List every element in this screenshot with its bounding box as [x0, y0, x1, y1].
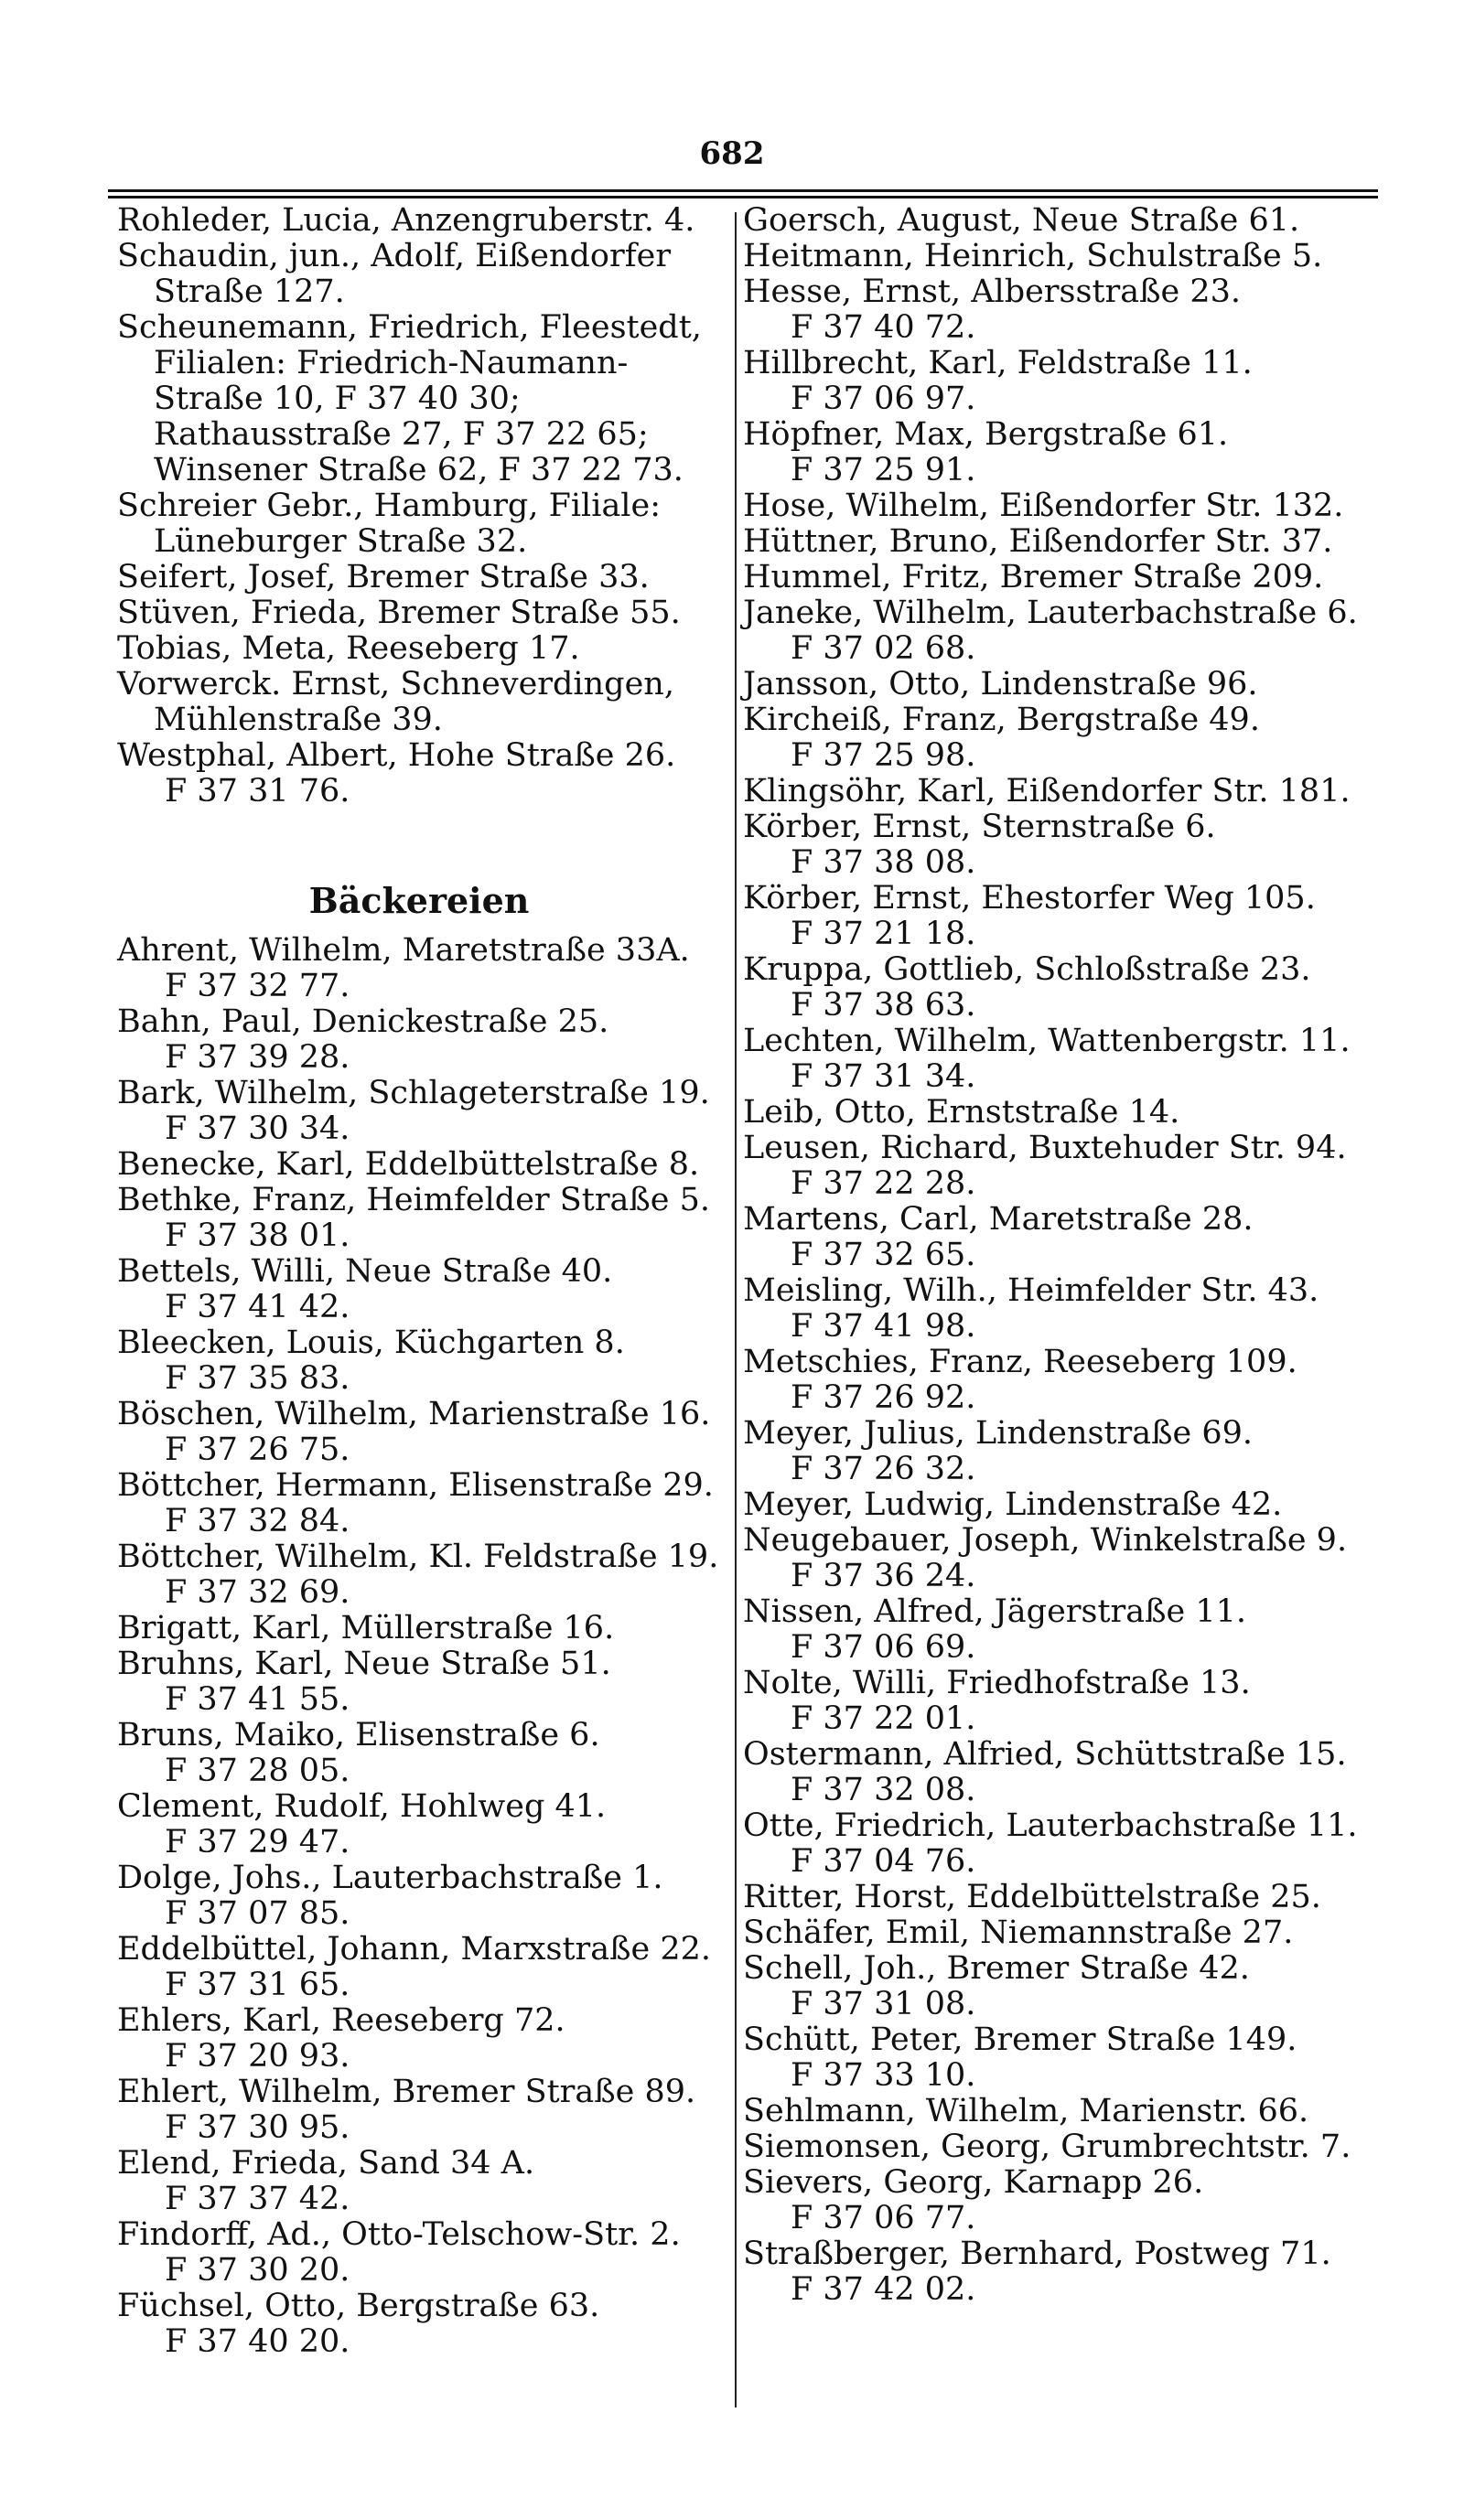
entry-text: Schreier Gebr., Hamburg, Filiale: Lüneburger Straße 32.: [117, 488, 662, 560]
phone-number: F 37 38 08.: [791, 844, 976, 881]
directory-entry: [743, 1951, 1374, 2022]
entry-text: Dolge, Johs., Lauterbachstraße 1.: [117, 1860, 663, 1896]
directory-entry: [117, 488, 721, 560]
entry-text: Bettels, Willi, Neue Straße 40.: [117, 1253, 613, 1290]
entry-text: Straßberger, Bernhard, Postweg 71.: [743, 2236, 1331, 2272]
entry-text: Ostermann, Alfried, Schüttstraße 15.: [743, 1736, 1347, 1773]
entry-text: Schütt, Peter, Bremer Straße 149.: [743, 2021, 1297, 2058]
directory-entry: [743, 2236, 1374, 2308]
entry-text: Bark, Wilhelm, Schlageterstraße 19.: [117, 1075, 710, 1111]
directory-entry: [117, 1539, 721, 1611]
entry-text: Eddelbüttel, Johann, Marxstraße 22.: [117, 1931, 712, 1968]
phone-number: F 37 41 55.: [165, 1681, 350, 1718]
entry-text: Böschen, Wilhelm, Marienstraße 16.: [117, 1396, 711, 1432]
directory-entry: [117, 2075, 721, 2146]
directory-entry: [743, 488, 1374, 524]
directory-entry: [117, 1789, 721, 1861]
directory-entry: [743, 203, 1374, 239]
directory-entry: [743, 1666, 1374, 1737]
directory-entry: [743, 1131, 1374, 1202]
entry-text: Meisling, Wilh., Heimfelder Str. 43.: [743, 1272, 1319, 1309]
entry-text: Janeke, Wilhelm, Lauterbachstraße 6.: [743, 595, 1358, 631]
phone-number: F 37 25 91.: [791, 452, 976, 488]
entry-text: Bruns, Maiko, Elisenstraße 6.: [117, 1717, 600, 1753]
entry-text: Clement, Rudolf, Hohlweg 41.: [117, 1788, 607, 1825]
entry-text: Goersch, August, Neue Straße 61.: [743, 202, 1300, 239]
entry-text: Sehlmann, Wilhelm, Marienstr. 66.: [743, 2093, 1309, 2129]
entry-text: Körber, Ernst, Sternstraße 6.: [743, 809, 1216, 845]
directory-entry: [743, 810, 1374, 881]
phone-number: F 37 33 10.: [791, 2057, 976, 2094]
directory-entry: [743, 1915, 1374, 1951]
entry-text: Meyer, Ludwig, Lindenstraße 42.: [743, 1486, 1283, 1523]
entry-text: Hummel, Fritz, Bremer Straße 209.: [743, 559, 1324, 595]
phone-number: F 37 31 08.: [791, 1986, 976, 2022]
phone-number: F 37 32 65.: [791, 1237, 976, 1273]
directory-entry: [117, 310, 721, 488]
entry-text: Leib, Otto, Ernststraße 14.: [743, 1094, 1180, 1131]
directory-entry: [117, 1932, 721, 2003]
entry-text: Neugebauer, Joseph, Winkelstraße 9.: [743, 1522, 1348, 1559]
directory-entry: [117, 1254, 721, 1325]
directory-entries-top: [117, 203, 721, 810]
entry-text: Ehlers, Karl, Reeseberg 72.: [117, 2002, 565, 2039]
entry-text: Elend, Frieda, Sand 34 A.: [117, 2145, 535, 2182]
directory-entry: [117, 1004, 721, 1076]
directory-entry: [117, 1147, 721, 1183]
entry-text: Füchsel, Otto, Bergstraße 63.: [117, 2288, 600, 2324]
phone-number: F 37 22 01.: [791, 1700, 976, 1737]
directory-entry: [117, 1183, 721, 1254]
bakery-entries-continued: [743, 203, 1374, 2308]
directory-entry: [117, 1397, 721, 1468]
phone-number: F 37 41 98.: [791, 1308, 976, 1345]
phone-number: F 37 30 95.: [165, 2109, 350, 2146]
header-rule-top: [108, 189, 1378, 192]
directory-entry: [743, 1416, 1374, 1487]
phone-number: F 37 32 69.: [165, 1574, 350, 1611]
left-column: [117, 203, 721, 2360]
phone-number: F 37 31 65.: [165, 1967, 350, 2003]
phone-number: F 37 32 77.: [165, 968, 350, 1004]
phone-number: F 37 06 77.: [791, 2200, 976, 2236]
directory-entry: [743, 1880, 1374, 1915]
phone-number: F 37 40 72.: [791, 309, 976, 346]
phone-number: F 37 25 98.: [791, 737, 976, 774]
directory-entry: [743, 1737, 1374, 1808]
phone-number: F 37 26 75.: [165, 1432, 350, 1468]
entry-text: Leusen, Richard, Buxtehuder Str. 94.: [743, 1130, 1347, 1166]
entry-text: Kircheiß, Franz, Bergstraße 49.: [743, 702, 1260, 738]
directory-entry: [743, 1273, 1374, 1345]
directory-entry: [743, 1594, 1374, 1666]
phone-number: F 37 28 05.: [165, 1753, 350, 1789]
phone-number: F 37 39 28.: [165, 1039, 350, 1076]
directory-entry: [117, 560, 721, 595]
entry-text: Scheunemann, Friedrich, Fleestedt, Filialen: Friedrich-Naumann-Straße 10, F 37 40 30; Rathausstraße 27, F 37 22 65; Winsener Straße 62, F 37 22 73.: [117, 309, 702, 488]
entry-text: Schäfer, Emil, Niemannstraße 27.: [743, 1914, 1294, 1951]
entry-text: Bruhns, Karl, Neue Straße 51.: [117, 1646, 611, 1682]
phone-number: F 37 30 34.: [165, 1110, 350, 1147]
directory-entry: [743, 1808, 1374, 1880]
phone-number: F 37 29 47.: [165, 1824, 350, 1861]
directory-entry: [117, 2146, 721, 2217]
directory-entry: [743, 1095, 1374, 1131]
entry-text: Seifert, Josef, Bremer Straße 33.: [117, 559, 650, 595]
entry-text: Kruppa, Gottlieb, Schloßstraße 23.: [743, 951, 1311, 988]
directory-entry: [743, 1487, 1374, 1523]
phone-number: F 37 04 76.: [791, 1843, 976, 1880]
phone-number: F 37 41 42.: [165, 1289, 350, 1325]
directory-entry: [117, 2003, 721, 2075]
entry-text: Bleecken, Louis, Küchgarten 8.: [117, 1324, 625, 1361]
directory-entry: [117, 1325, 721, 1397]
phone-number: F 37 38 63.: [791, 987, 976, 1024]
entry-text: Nolte, Willi, Friedhofstraße 13.: [743, 1665, 1251, 1701]
entry-text: Findorff, Ad., Otto-Telschow-Str. 2.: [117, 2216, 681, 2253]
directory-entry: [743, 417, 1374, 488]
section-heading: Bäckereien: [308, 880, 530, 921]
entry-text: Hesse, Ernst, Albersstraße 23.: [743, 273, 1242, 310]
directory-entry: [117, 203, 721, 239]
entry-text: Metschies, Franz, Reeseberg 109.: [743, 1344, 1297, 1380]
directory-entry: [743, 346, 1374, 417]
directory-entry: [117, 2217, 721, 2289]
entry-text: Sievers, Georg, Karnapp 26.: [743, 2164, 1204, 2201]
phone-number: F 37 06 97.: [791, 381, 976, 417]
directory-entry: [117, 1718, 721, 1789]
directory-entry: [743, 1024, 1374, 1095]
entry-text: Tobias, Meta, Reeseberg 17.: [117, 630, 580, 667]
phone-number: F 37 38 01.: [165, 1217, 350, 1254]
phone-number: F 37 07 85.: [165, 1895, 350, 1932]
directory-entry: [743, 595, 1374, 667]
entry-text: Hillbrecht, Karl, Feldstraße 11.: [743, 345, 1253, 381]
entry-text: Ahrent, Wilhelm, Maretstraße 33A.: [117, 932, 690, 969]
directory-entry: [743, 952, 1374, 1024]
entry-text: Schell, Joh., Bremer Straße 42.: [743, 1950, 1250, 1987]
entry-text: Hüttner, Bruno, Eißendorfer Str. 37.: [743, 523, 1333, 560]
entry-text: Ritter, Horst, Eddelbüttelstraße 25.: [743, 1879, 1321, 1915]
entry-text: Heitmann, Heinrich, Schulstraße 5.: [743, 238, 1323, 274]
header-rule-bottom: [108, 196, 1378, 198]
entry-text: Bethke, Franz, Heimfelder Straße 5.: [117, 1182, 711, 1218]
entry-text: Siemonsen, Georg, Grumbrechtstr. 7.: [743, 2129, 1351, 2165]
entry-text: Martens, Carl, Maretstraße 28.: [743, 1201, 1254, 1238]
directory-entry: [117, 1076, 721, 1147]
directory-entry: [743, 667, 1374, 702]
phone-number: F 37 26 92.: [791, 1379, 976, 1416]
entry-text: Hose, Wilhelm, Eißendorfer Str. 132.: [743, 488, 1344, 524]
entry-text: Ehlert, Wilhelm, Bremer Straße 89.: [117, 2074, 696, 2110]
entry-text: Bahn, Paul, Denickestraße 25.: [117, 1003, 609, 1040]
directory-entry: [743, 1345, 1374, 1416]
entry-text: Höpfner, Max, Bergstraße 61.: [743, 416, 1229, 453]
entry-text: Westphal, Albert, Hohe Straße 26.: [117, 737, 676, 774]
phone-number: F 37 31 34.: [791, 1058, 976, 1095]
phone-number: F 37 37 42.: [165, 2181, 350, 2217]
directory-entry: [117, 667, 721, 738]
entry-text: Rohleder, Lucia, Anzengruberstr. 4.: [117, 202, 695, 239]
entry-text: Benecke, Karl, Eddelbüttelstraße 8.: [117, 1146, 700, 1183]
directory-entry: [743, 881, 1374, 952]
column-divider: [735, 212, 737, 2407]
phone-number: F 37 21 18.: [791, 916, 976, 952]
directory-entry: [117, 595, 721, 631]
directory-entry: [743, 560, 1374, 595]
directory-entry: [117, 738, 721, 810]
phone-number: F 37 26 32.: [791, 1451, 976, 1487]
directory-entry: [117, 2289, 721, 2360]
directory-entry: [743, 239, 1374, 274]
directory-entry: [117, 631, 721, 667]
directory-entry: [117, 1861, 721, 1932]
phone-number: F 37 06 69.: [791, 1629, 976, 1666]
directory-entry: [743, 1523, 1374, 1594]
entry-text: Böttcher, Hermann, Elisenstraße 29.: [117, 1467, 714, 1504]
directory-entry: [117, 1646, 721, 1718]
phone-number: F 37 42 02.: [791, 2271, 976, 2308]
bakery-entries: [117, 933, 721, 2360]
entry-text: Brigatt, Karl, Müllerstraße 16.: [117, 1610, 615, 1646]
page-number: 682: [699, 135, 765, 172]
entry-text: Otte, Friedrich, Lauterbachstraße 11.: [743, 1807, 1358, 1844]
phone-number: F 37 36 24.: [791, 1558, 976, 1594]
phone-number: F 37 30 20.: [165, 2252, 350, 2289]
entry-text: Stüven, Frieda, Bremer Straße 55.: [117, 595, 681, 631]
directory-entry: [743, 1202, 1374, 1273]
directory-entry: [117, 1611, 721, 1646]
entry-text: Jansson, Otto, Lindenstraße 96.: [743, 666, 1258, 702]
entry-text: Meyer, Julius, Lindenstraße 69.: [743, 1415, 1254, 1452]
directory-entry: [743, 2022, 1374, 2094]
phone-number: F 37 31 76.: [165, 773, 350, 810]
directory-entry: [743, 702, 1374, 774]
directory-entry: [743, 2094, 1374, 2129]
phone-number: F 37 22 28.: [791, 1165, 976, 1202]
directory-entry: [117, 933, 721, 1004]
directory-entry: [117, 1468, 721, 1539]
directory-entry: [743, 524, 1374, 560]
directory-entry: [743, 274, 1374, 346]
directory-entry: [117, 239, 721, 310]
phone-number: F 37 40 20.: [165, 2323, 350, 2360]
phone-number: F 37 20 93.: [165, 2038, 350, 2075]
entry-text: Nissen, Alfred, Jägerstraße 11.: [743, 1593, 1247, 1630]
directory-entry: [743, 2129, 1374, 2165]
directory-entry: [743, 774, 1374, 810]
entry-text: Körber, Ernst, Ehestorfer Weg 105.: [743, 880, 1316, 917]
entry-text: Schaudin, jun., Adolf, Eißendorfer Straße 127.: [117, 238, 672, 310]
phone-number: F 37 02 68.: [791, 630, 976, 667]
entry-text: Böttcher, Wilhelm, Kl. Feldstraße 19.: [117, 1539, 719, 1575]
phone-number: F 37 32 08.: [791, 1772, 976, 1808]
phone-number: F 37 35 83.: [165, 1360, 350, 1397]
entry-text: Vorwerck. Ernst, Schneverdingen, Mühlenstraße 39.: [117, 666, 674, 738]
entry-text: Lechten, Wilhelm, Wattenbergstr. 11.: [743, 1023, 1351, 1059]
directory-entry: [743, 2165, 1374, 2236]
phone-number: F 37 32 84.: [165, 1503, 350, 1539]
right-column: [743, 203, 1374, 2308]
entry-text: Klingsöhr, Karl, Eißendorfer Str. 181.: [743, 773, 1351, 810]
